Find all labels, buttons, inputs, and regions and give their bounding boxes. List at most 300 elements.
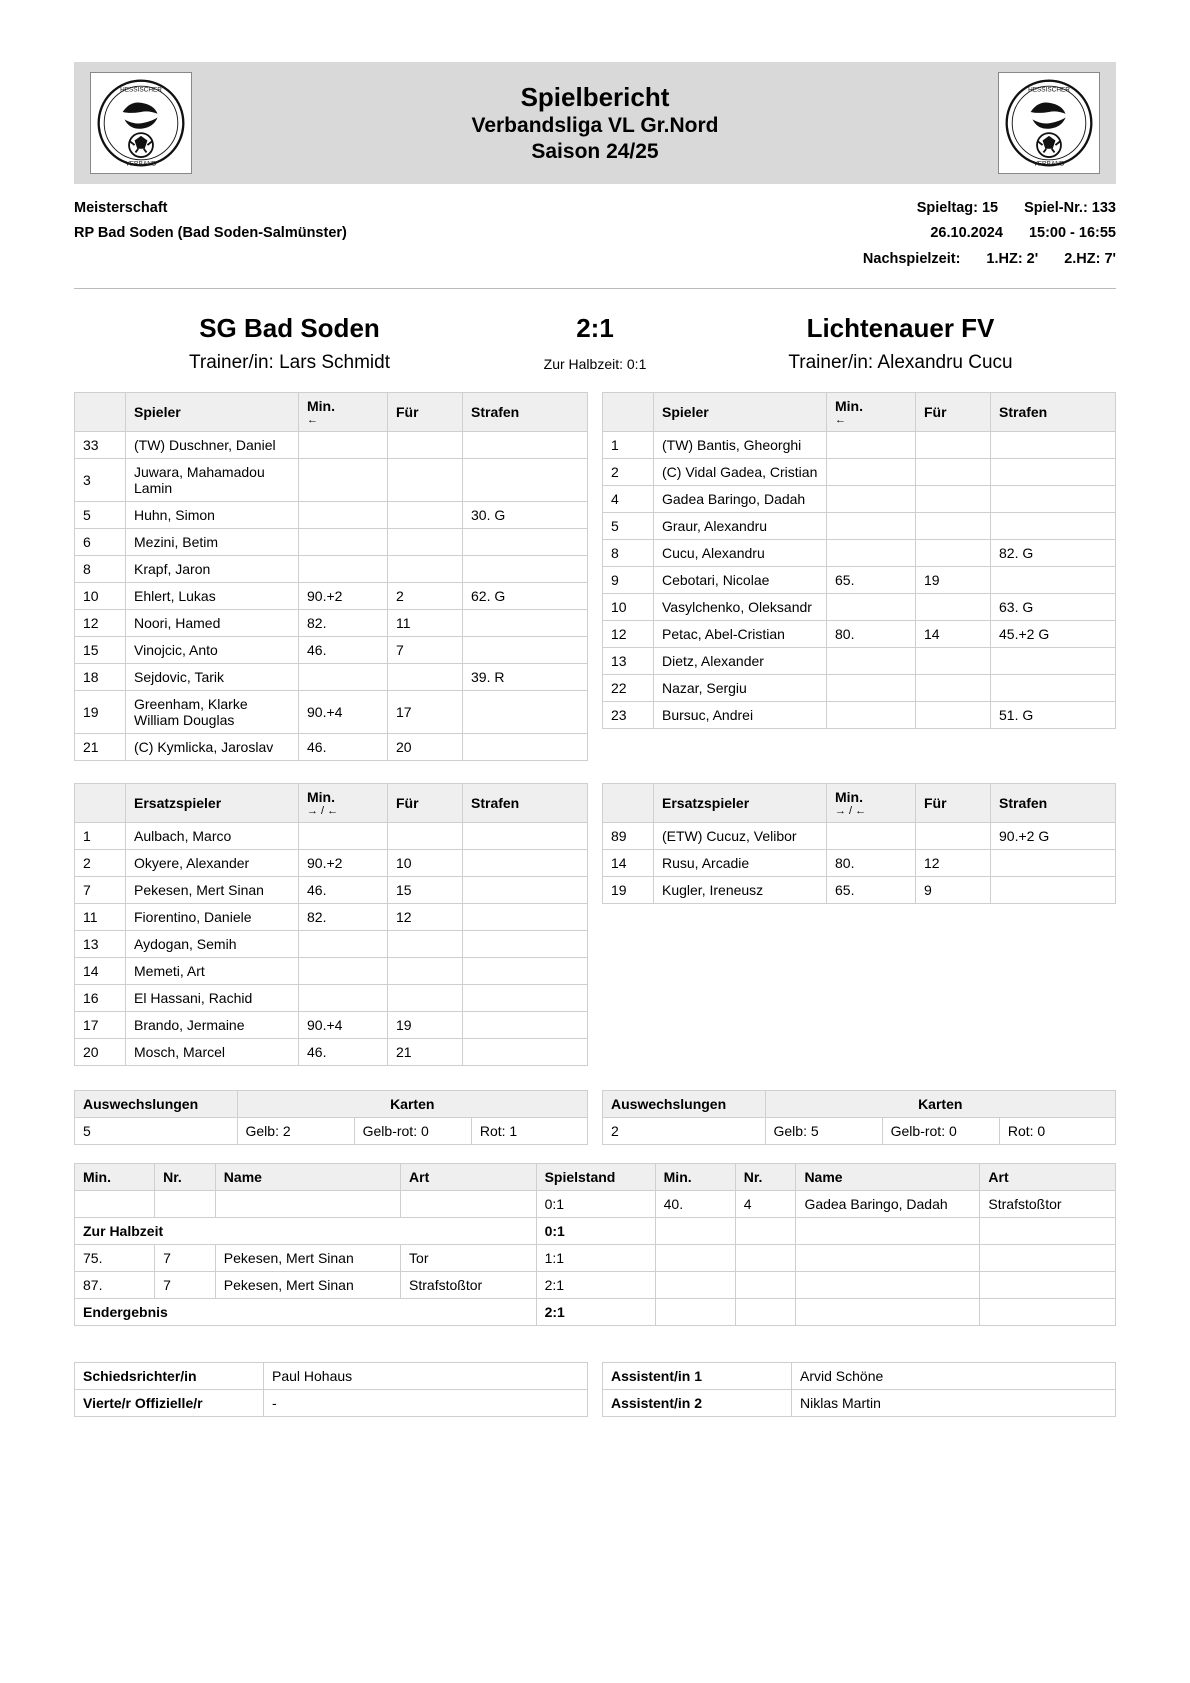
player-number: 33 xyxy=(75,432,126,459)
player-minute xyxy=(299,529,388,556)
player-minute xyxy=(299,931,388,958)
home-red-count: Rot: 1 xyxy=(471,1118,587,1145)
player-replaced-for: 20 xyxy=(388,734,463,761)
player-minute xyxy=(827,702,916,729)
player-number: 2 xyxy=(75,850,126,877)
player-number: 6 xyxy=(75,529,126,556)
goals-away-nr xyxy=(735,1272,796,1299)
col-number xyxy=(603,784,654,823)
player-number: 20 xyxy=(75,1039,126,1066)
goals-away-min xyxy=(655,1272,735,1299)
player-replaced-for xyxy=(916,432,991,459)
player-replaced-for: 12 xyxy=(916,850,991,877)
goals-away-art xyxy=(980,1245,1116,1272)
table-row xyxy=(75,459,588,502)
player-name: Krapf, Jaron xyxy=(126,556,299,583)
player-number: 10 xyxy=(75,583,126,610)
goals-away-nr xyxy=(735,1218,796,1245)
venue: RP Bad Soden (Bad Soden-Salmünster) xyxy=(74,225,347,242)
player-number: 11 xyxy=(75,904,126,931)
table-row xyxy=(75,432,588,459)
player-number: 16 xyxy=(75,985,126,1012)
player-replaced-for: 2 xyxy=(388,583,463,610)
goals-away-art: Strafstoßtor xyxy=(980,1191,1116,1218)
player-minute: 46. xyxy=(299,734,388,761)
stoppage-first-half: 1.HZ: 2' xyxy=(986,250,1039,267)
player-minute xyxy=(299,823,388,850)
officials-right-table xyxy=(602,1362,1116,1417)
player-penalty xyxy=(991,432,1116,459)
player-name: Fiorentino, Daniele xyxy=(126,904,299,931)
player-name: Cebotari, Nicolae xyxy=(654,567,827,594)
player-number: 22 xyxy=(603,675,654,702)
player-replaced-for xyxy=(916,823,991,850)
player-number: 5 xyxy=(75,502,126,529)
assistant2-label: Assistent/in 2 xyxy=(603,1390,792,1417)
player-number: 17 xyxy=(75,1012,126,1039)
player-number: 1 xyxy=(75,823,126,850)
table-row xyxy=(75,958,588,985)
goals-score: 1:1 xyxy=(536,1245,655,1272)
player-replaced-for xyxy=(388,529,463,556)
home-subs-label: Auswechslungen xyxy=(75,1091,238,1118)
score-center xyxy=(505,311,685,372)
player-minute xyxy=(299,958,388,985)
stoppage-label: Nachspielzeit: xyxy=(862,250,961,267)
goals-section xyxy=(74,1163,1116,1326)
table-row xyxy=(603,621,1116,648)
player-name: (TW) Duschner, Daniel xyxy=(126,432,299,459)
table-row xyxy=(75,1039,588,1066)
player-name: Vasylchenko, Oleksandr xyxy=(654,594,827,621)
player-minute: 46. xyxy=(299,877,388,904)
player-minute xyxy=(827,648,916,675)
goals-table xyxy=(74,1163,1116,1326)
player-penalty xyxy=(463,637,588,664)
player-penalty xyxy=(463,734,588,761)
referee-label: Schiedsrichter/in xyxy=(75,1363,264,1390)
player-replaced-for: 17 xyxy=(388,691,463,734)
hfv-logo-left xyxy=(90,72,192,174)
col-number xyxy=(75,784,126,823)
col-strafen: Strafen xyxy=(991,784,1116,823)
table-row xyxy=(603,850,1116,877)
player-name: Greenham, Klarke William Douglas xyxy=(126,691,299,734)
player-penalty xyxy=(463,459,588,502)
hfv-logo-right xyxy=(998,72,1100,174)
player-name: Aulbach, Marco xyxy=(126,823,299,850)
away-yellow-count: Gelb: 5 xyxy=(765,1118,882,1145)
player-replaced-for: 21 xyxy=(388,1039,463,1066)
player-name: Bursuc, Andrei xyxy=(654,702,827,729)
player-penalty xyxy=(463,904,588,931)
table-row xyxy=(75,1012,588,1039)
player-name: Sejdovic, Tarik xyxy=(126,664,299,691)
player-minute xyxy=(299,502,388,529)
goals-away-nr xyxy=(735,1299,796,1326)
away-subs-label: Auswechslungen xyxy=(603,1091,766,1118)
player-minute xyxy=(827,675,916,702)
col-fuer: Für xyxy=(388,393,463,432)
svg-text:VERBAND: VERBAND xyxy=(125,160,157,168)
player-name: Vinojcic, Anto xyxy=(126,637,299,664)
svg-text:HESSISCHER: HESSISCHER xyxy=(1028,86,1070,94)
report-season: Saison 24/25 xyxy=(531,140,659,164)
player-penalty: 63. G xyxy=(991,594,1116,621)
goals-col-home-nr: Nr. xyxy=(155,1164,216,1191)
player-name: Brando, Jermaine xyxy=(126,1012,299,1039)
table-row xyxy=(603,432,1116,459)
goals-score: 2:1 xyxy=(536,1299,655,1326)
meta-row-2 xyxy=(74,221,1116,246)
player-name: (ETW) Cucuz, Velibor xyxy=(654,823,827,850)
away-yellowred-count: Gelb-rot: 0 xyxy=(882,1118,999,1145)
player-minute: 80. xyxy=(827,621,916,648)
player-minute xyxy=(827,540,916,567)
fourth-official-name: - xyxy=(264,1390,588,1417)
player-penalty xyxy=(463,529,588,556)
player-penalty xyxy=(463,823,588,850)
home-cards-label: Karten xyxy=(237,1091,588,1118)
col-strafen: Strafen xyxy=(463,393,588,432)
col-min-label: Min. xyxy=(835,398,863,415)
table-row xyxy=(603,540,1116,567)
player-minute: 90.+2 xyxy=(299,850,388,877)
player-name: Juwara, Mahamadou Lamin xyxy=(126,459,299,502)
player-minute xyxy=(827,513,916,540)
away-summary-column xyxy=(602,1090,1116,1145)
table-row xyxy=(75,583,588,610)
officials-right xyxy=(602,1362,1116,1417)
player-minute: 90.+2 xyxy=(299,583,388,610)
player-name: Cucu, Alexandru xyxy=(654,540,827,567)
goals-col-home-art: Art xyxy=(401,1164,537,1191)
table-row xyxy=(75,1390,588,1417)
col-sub-player: Ersatzspieler xyxy=(126,784,299,823)
home-subs-count: 5 xyxy=(75,1118,238,1145)
assistant2-name: Niklas Martin xyxy=(792,1390,1116,1417)
svg-text:HESSISCHER: HESSISCHER xyxy=(120,86,162,94)
player-penalty xyxy=(991,567,1116,594)
game-number: Spiel-Nr.: 133 xyxy=(1024,200,1116,216)
player-replaced-for xyxy=(388,664,463,691)
player-penalty xyxy=(991,675,1116,702)
player-penalty xyxy=(991,877,1116,904)
goals-away-name: Gadea Baringo, Dadah xyxy=(796,1191,980,1218)
table-row xyxy=(75,1272,1116,1299)
goals-col-home-name: Name xyxy=(215,1164,400,1191)
home-summary-table xyxy=(74,1090,588,1145)
player-name: Huhn, Simon xyxy=(126,502,299,529)
table-header-row xyxy=(75,393,588,432)
goals-col-away-min: Min. xyxy=(655,1164,735,1191)
assistant1-label: Assistent/in 1 xyxy=(603,1363,792,1390)
player-penalty xyxy=(463,610,588,637)
table-row xyxy=(75,1363,588,1390)
player-minute xyxy=(827,432,916,459)
table-row xyxy=(603,823,1116,850)
player-penalty xyxy=(463,877,588,904)
col-strafen: Strafen xyxy=(463,784,588,823)
player-penalty xyxy=(463,1039,588,1066)
player-minute xyxy=(299,985,388,1012)
referee-name: Paul Hohaus xyxy=(264,1363,588,1390)
player-penalty: 62. G xyxy=(463,583,588,610)
goals-home-art: Strafstoßtor xyxy=(401,1272,537,1299)
goals-row-label: Zur Halbzeit xyxy=(75,1218,537,1245)
table-row xyxy=(75,734,588,761)
player-minute: 90.+4 xyxy=(299,1012,388,1039)
player-penalty xyxy=(463,958,588,985)
player-minute xyxy=(299,664,388,691)
away-players-table xyxy=(602,392,1116,729)
player-number: 10 xyxy=(603,594,654,621)
goals-body xyxy=(75,1191,1116,1326)
player-number: 1 xyxy=(603,432,654,459)
player-number: 18 xyxy=(75,664,126,691)
table-row xyxy=(75,1191,1116,1218)
player-penalty xyxy=(991,648,1116,675)
player-penalty xyxy=(463,1012,588,1039)
matchday: Spieltag: 15 xyxy=(916,200,999,216)
table-row xyxy=(603,594,1116,621)
player-number: 13 xyxy=(75,931,126,958)
goals-col-home-min: Min. xyxy=(75,1164,155,1191)
player-minute: 46. xyxy=(299,637,388,664)
goals-home-name: Pekesen, Mert Sinan xyxy=(215,1272,400,1299)
player-number: 3 xyxy=(75,459,126,502)
away-team-name: Lichtenauer FV xyxy=(806,313,995,344)
col-min xyxy=(827,393,916,432)
player-replaced-for: 15 xyxy=(388,877,463,904)
player-minute: 65. xyxy=(827,877,916,904)
table-header-row xyxy=(75,1091,588,1118)
away-players-body xyxy=(603,432,1116,729)
home-subs-column xyxy=(74,783,588,1066)
player-number: 13 xyxy=(603,648,654,675)
player-replaced-for: 9 xyxy=(916,877,991,904)
stoppage-second-half: 2.HZ: 7' xyxy=(1064,250,1116,267)
final-score: 2:1 xyxy=(576,313,614,344)
officials-section xyxy=(74,1362,1116,1417)
player-replaced-for xyxy=(388,502,463,529)
player-replaced-for xyxy=(388,459,463,502)
goals-home-nr: 7 xyxy=(155,1272,216,1299)
match-meta xyxy=(74,196,1116,289)
player-name: Graur, Alexandru xyxy=(654,513,827,540)
col-min xyxy=(299,393,388,432)
player-minute xyxy=(299,556,388,583)
report-league: Verbandsliga VL Gr.Nord xyxy=(471,114,719,137)
table-header-row xyxy=(603,393,1116,432)
officials-left xyxy=(74,1362,588,1417)
col-min xyxy=(827,784,916,823)
player-replaced-for xyxy=(388,958,463,985)
table-row xyxy=(75,1118,588,1145)
fourth-official-label: Vierte/r Offizielle/r xyxy=(75,1390,264,1417)
halftime-score: Zur Halbzeit: 0:1 xyxy=(543,356,647,373)
goals-score: 2:1 xyxy=(536,1272,655,1299)
col-min-arrow: ← xyxy=(835,414,846,427)
away-subs-body xyxy=(603,823,1116,904)
player-name: Mezini, Betim xyxy=(126,529,299,556)
match-date: 26.10.2024 xyxy=(930,225,1003,242)
player-replaced-for xyxy=(388,556,463,583)
player-replaced-for: 19 xyxy=(388,1012,463,1039)
table-row xyxy=(75,850,588,877)
goals-away-name xyxy=(796,1272,980,1299)
goals-col-away-nr: Nr. xyxy=(735,1164,796,1191)
table-row xyxy=(75,502,588,529)
table-row xyxy=(75,877,588,904)
player-name: Nazar, Sergiu xyxy=(654,675,827,702)
player-number: 7 xyxy=(75,877,126,904)
player-replaced-for: 19 xyxy=(916,567,991,594)
player-name: Mosch, Marcel xyxy=(126,1039,299,1066)
player-replaced-for xyxy=(916,594,991,621)
table-row xyxy=(75,1218,1116,1245)
col-player: Spieler xyxy=(654,393,827,432)
player-minute xyxy=(827,486,916,513)
col-min-arrow: → / ← xyxy=(307,805,339,818)
player-penalty: 45.+2 G xyxy=(991,621,1116,648)
player-minute xyxy=(827,823,916,850)
table-row xyxy=(75,637,588,664)
away-summary-table xyxy=(602,1090,1116,1145)
col-sub-player: Ersatzspieler xyxy=(654,784,827,823)
player-replaced-for xyxy=(916,513,991,540)
svg-text:VERBAND: VERBAND xyxy=(1033,160,1065,168)
table-row xyxy=(603,459,1116,486)
table-header-row xyxy=(75,784,588,823)
player-name: Memeti, Art xyxy=(126,958,299,985)
goals-home-art xyxy=(401,1191,537,1218)
goals-away-min: 40. xyxy=(655,1191,735,1218)
table-row xyxy=(75,904,588,931)
col-fuer: Für xyxy=(916,393,991,432)
player-replaced-for: 11 xyxy=(388,610,463,637)
table-row xyxy=(75,610,588,637)
table-header-row xyxy=(75,1164,1116,1191)
goals-away-min xyxy=(655,1299,735,1326)
player-minute: 90.+4 xyxy=(299,691,388,734)
table-row xyxy=(75,556,588,583)
table-row xyxy=(603,513,1116,540)
table-row xyxy=(603,1118,1116,1145)
player-name: Pekesen, Mert Sinan xyxy=(126,877,299,904)
goals-away-art xyxy=(980,1218,1116,1245)
player-name: Rusu, Arcadie xyxy=(654,850,827,877)
goals-home-min xyxy=(75,1191,155,1218)
player-number: 23 xyxy=(603,702,654,729)
player-name: Kugler, Ireneusz xyxy=(654,877,827,904)
player-number: 19 xyxy=(75,691,126,734)
report-title-block xyxy=(192,81,998,166)
score-block xyxy=(74,311,1116,374)
away-red-count: Rot: 0 xyxy=(999,1118,1115,1145)
player-penalty xyxy=(463,850,588,877)
player-minute: 82. xyxy=(299,610,388,637)
player-number: 12 xyxy=(75,610,126,637)
table-row xyxy=(75,985,588,1012)
col-fuer: Für xyxy=(916,784,991,823)
player-number: 8 xyxy=(75,556,126,583)
table-row xyxy=(603,702,1116,729)
player-penalty xyxy=(463,432,588,459)
table-row xyxy=(603,486,1116,513)
player-replaced-for xyxy=(916,675,991,702)
col-number xyxy=(75,393,126,432)
subs-section xyxy=(74,783,1116,1066)
col-min-arrow: ← xyxy=(307,414,318,427)
away-subs-column xyxy=(602,783,1116,1066)
competition-name: Meisterschaft xyxy=(74,200,168,216)
player-name: Ehlert, Lukas xyxy=(126,583,299,610)
goals-home-min: 87. xyxy=(75,1272,155,1299)
player-penalty xyxy=(463,556,588,583)
home-subs-body xyxy=(75,823,588,1066)
player-number: 21 xyxy=(75,734,126,761)
player-replaced-for xyxy=(916,648,991,675)
player-penalty: 39. R xyxy=(463,664,588,691)
goals-away-name xyxy=(796,1218,980,1245)
home-yellowred-count: Gelb-rot: 0 xyxy=(354,1118,471,1145)
player-number: 89 xyxy=(603,823,654,850)
player-number: 14 xyxy=(75,958,126,985)
player-replaced-for xyxy=(388,931,463,958)
goals-home-art: Tor xyxy=(401,1245,537,1272)
player-name: Noori, Hamed xyxy=(126,610,299,637)
col-min-label: Min. xyxy=(835,789,863,806)
table-row xyxy=(603,1363,1116,1390)
away-subs-count: 2 xyxy=(603,1118,766,1145)
goals-home-nr: 7 xyxy=(155,1245,216,1272)
summary-section xyxy=(74,1090,1116,1145)
col-min-label: Min. xyxy=(307,398,335,415)
table-header-row xyxy=(603,1091,1116,1118)
goals-col-away-name: Name xyxy=(796,1164,980,1191)
assistant1-name: Arvid Schöne xyxy=(792,1363,1116,1390)
player-penalty xyxy=(463,691,588,734)
table-row xyxy=(603,567,1116,594)
player-penalty: 30. G xyxy=(463,502,588,529)
goals-away-art xyxy=(980,1299,1116,1326)
goals-row-label: Endergebnis xyxy=(75,1299,537,1326)
lineups-section xyxy=(74,392,1116,761)
table-row xyxy=(75,1245,1116,1272)
player-penalty: 51. G xyxy=(991,702,1116,729)
player-replaced-for: 14 xyxy=(916,621,991,648)
officials-left-table xyxy=(74,1362,588,1417)
goals-score: 0:1 xyxy=(536,1191,655,1218)
player-number: 12 xyxy=(603,621,654,648)
home-subs-table xyxy=(74,783,588,1066)
goals-away-art xyxy=(980,1272,1116,1299)
meta-row-1 xyxy=(74,196,1116,221)
away-subs-table xyxy=(602,783,1116,904)
home-players-body xyxy=(75,432,588,761)
goals-away-min xyxy=(655,1218,735,1245)
player-number: 2 xyxy=(603,459,654,486)
table-row xyxy=(603,675,1116,702)
col-min-label: Min. xyxy=(307,789,335,806)
home-lineup-column xyxy=(74,392,588,761)
player-name: El Hassani, Rachid xyxy=(126,985,299,1012)
col-min xyxy=(299,784,388,823)
goals-col-spielstand: Spielstand xyxy=(536,1164,655,1191)
player-minute xyxy=(299,459,388,502)
player-name: Gadea Baringo, Dadah xyxy=(654,486,827,513)
